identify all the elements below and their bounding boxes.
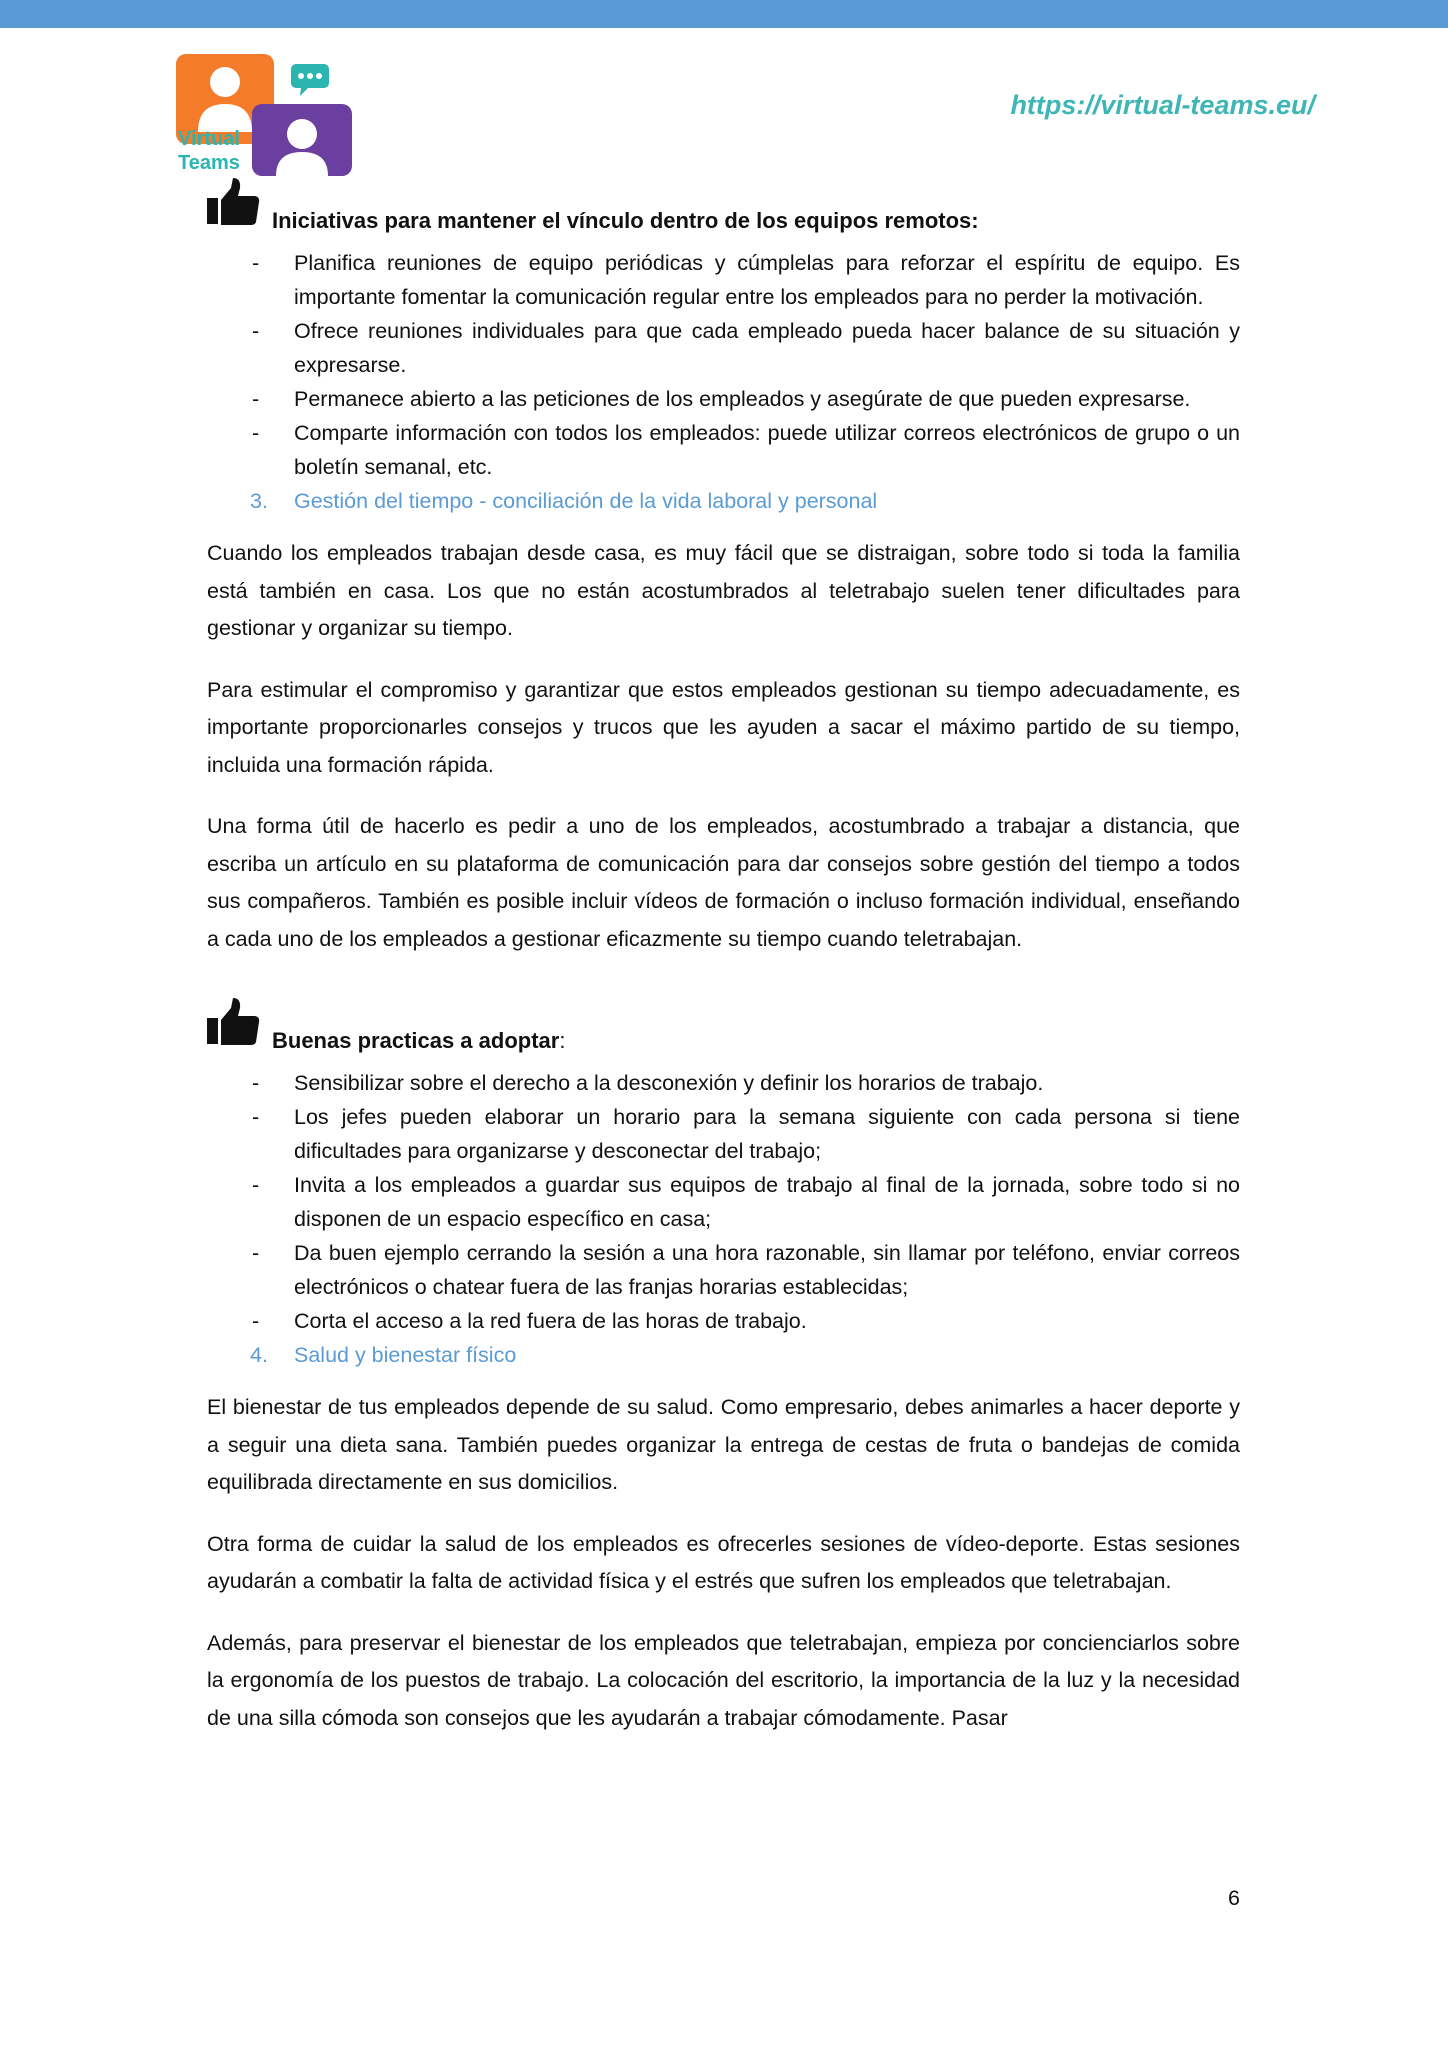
- list-item: - Corta el acceso a la red fuera de las horas de trabajo.: [252, 1309, 807, 1333]
- paragraph: Otra forma de cuidar la salud de los empleados es ofrecerles sesiones de vídeo-deporte. Estas sesiones ayudarán a combatir la falta de actividad física y el estrés que sufren los empleados que teletrabajan.: [207, 1531, 1240, 1593]
- section-4-title: [207, 1338, 1240, 1372]
- list-item: - Los jefes pueden elaborar un horario para la semana siguiente con cada persona si tiene dificultades para organizarse y desconectar del trabajo;: [252, 1105, 1240, 1163]
- list-item: - Ofrece reuniones individuales para que cada empleado pueda hacer balance de su situación y expresarse.: [252, 319, 1240, 377]
- document-content: [207, 178, 1240, 1737]
- chat-bubble-icon: [291, 64, 329, 96]
- list-item: - Permanece abierto a las peticiones de los empleados y asegúrate de que pueden expresarse.: [252, 387, 1191, 411]
- paragraph: Cuando los empleados trabajan desde casa, es muy fácil que se distraigan, sobre todo si toda la familia está también en casa. Los que no están acostumbrados al teletrabajo suelen tener dificultades para gestionar y organizar su tiempo.: [207, 541, 1240, 640]
- thumbs-up-icon: [207, 178, 263, 228]
- logo-text-line1: Virtual: [178, 128, 240, 150]
- header-url[interactable]: https://virtual-teams.eu/: [1010, 90, 1315, 120]
- list-item: - Da buen ejemplo cerrando la sesión a una hora razonable, sin llamar por teléfono, enviar correos electrónicos o chatear fuera de las franjas horarias establecidas;: [252, 1241, 1240, 1299]
- section-4-heading: Salud y bienestar físico: [294, 1343, 517, 1367]
- paragraph: Para estimular el compromiso y garantizar que estos empleados gestionan su tiempo adecuadamente, es importante proporcionarles consejos y trucos que les ayuden a sacar el máximo partido de su tiempo, incluida una formación rápida.: [207, 677, 1240, 777]
- initiatives-list: [207, 246, 1240, 484]
- page-number: 6: [1228, 1886, 1240, 1910]
- initiatives-heading: [207, 178, 1240, 236]
- thumbs-up-icon: [207, 998, 263, 1048]
- paragraph: Una forma útil de hacerlo es pedir a uno de los empleados, acostumbrado a trabajar a distancia, que escriba un artículo en su plataforma de comunicación para dar consejos sobre gestión del tiempo a todos sus compañeros. También es posible incluir vídeos de formación o incluso formación individual, enseñando a cada uno de los empleados a gestionar eficazmente su tiempo cuando teletrabajan.: [207, 814, 1240, 951]
- list-item: - Comparte información con todos los empleados: puede utilizar correos electrónicos de grupo o un boletín semanal, etc.: [252, 421, 1240, 479]
- list-item: - Planifica reuniones de equipo periódicas y cúmplelas para reforzar el espíritu de equipo. Es importante fomentar la comunicación regular entre los empleados para no perder la motivación.: [252, 251, 1240, 309]
- section-3-number: 3.: [250, 489, 268, 513]
- section-3-heading: Gestión del tiempo - conciliación de la vida laboral y personal: [294, 489, 878, 513]
- initiatives-title: Iniciativas para mantener el vínculo dentro de los equipos remotos:: [272, 208, 979, 233]
- section-4-number: 4.: [250, 1343, 268, 1367]
- list-item: - Invita a los empleados a guardar sus equipos de trabajo al final de la jornada, sobre todo si no disponen de un espacio específico en casa;: [252, 1173, 1240, 1231]
- paragraph: El bienestar de tus empleados depende de su salud. Como empresario, debes animarles a hacer deporte y a seguir una dieta sana. También puedes organizar la entrega de cestas de fruta o bandejas de comida equilibrada directamente en sus domicilios.: [207, 1395, 1240, 1494]
- virtual-teams-logo: [176, 52, 356, 182]
- logo-text-line2: Teams: [178, 152, 240, 174]
- practices-title: Buenas practicas a adoptar:: [272, 1028, 566, 1053]
- top-bar: [0, 0, 1448, 28]
- section-3-title: [207, 484, 1240, 518]
- paragraph: Además, para preservar el bienestar de los empleados que teletrabajan, empieza por concienciarlos sobre la ergonomía de los puestos de trabajo. La colocación del escritorio, la importancia de la luz y la necesidad de una silla cómoda son consejos que les ayudarán a trabajar cómodamente. Pasar: [207, 1630, 1240, 1730]
- list-item: - Sensibilizar sobre el derecho a la desconexión y definir los horarios de trabajo.: [252, 1071, 1044, 1095]
- user-icon: [252, 104, 352, 176]
- practices-heading: [207, 998, 1240, 1056]
- practices-list: [207, 1066, 1240, 1338]
